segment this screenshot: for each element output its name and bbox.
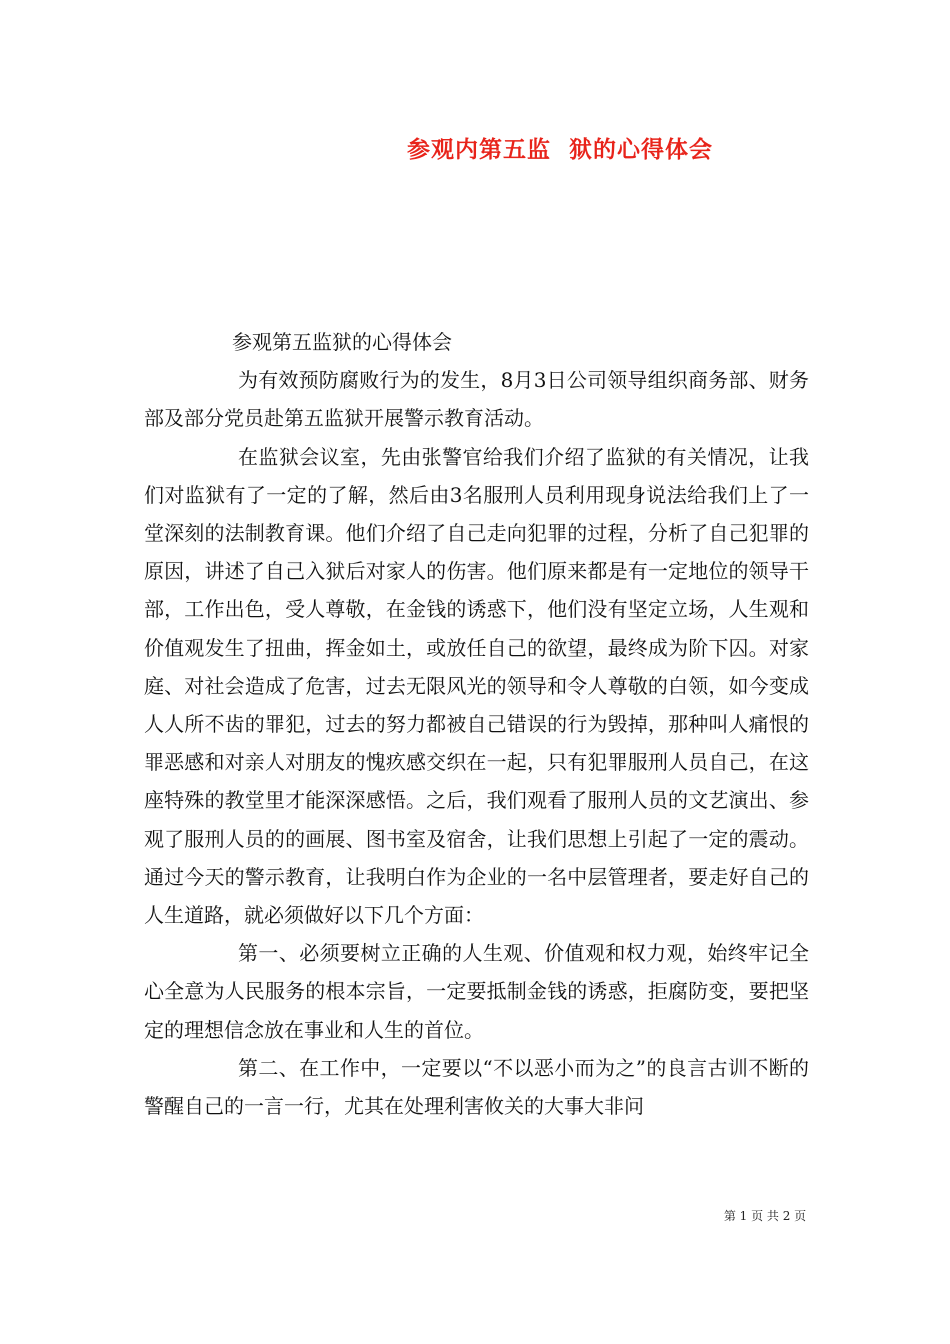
paragraph-3: 第一、必须要树立正确的人生观、价值观和权力观，始终牢记全心全意为人民服务的根本宗旨，一定要抵制金钱的诱惑，拒腐防变，要把坚定的理想信念放在事业和人生的首位。 [144, 941, 809, 1042]
paragraph-2: 在监狱会议室，先由张警官给我们介绍了监狱的有关情况，让我们对监狱有了一定的了解，然后由3名服刑人员利用现身说法给我们上了一堂深刻的法制教育课。他们介绍了自己走向犯罪的过程，分析了自己犯罪的原因，讲述了自己入狱后对家人的伤害。他们原来都是有一定地位的领导干部，工作出色，受人尊敬，在金钱的诱惑下，他们没有坚定立场，人生观和价值观发生了扭曲，挥金如土，或放任自己的欲望，最终成为阶下囚。对家庭、对社会造成了危害，过去无限风光的领导和令人尊敬的白领，如今变成人人所不齿的罪犯，过去的努力都被自己错误的行为毁掉，那种叫人痛恨的罪恶感和对亲人对朋友的愧疚感交织在一起，只有犯罪服刑人员自己，在这座特殊的教堂里才能深深感悟。之后，我们观看了服刑人员的文艺演出、参观了服刑人员的的画展、图书室及宿舍，让我们思想上引起了一定的震动。通过今天的警示教育，让我明白作为企业的一名中层管理者，要走好自己的人生道路，就必须做好以下几个方面： [144, 444, 809, 928]
paragraph-1: 为有效预防腐败行为的发生，8月3日公司领导组织商务部、财务部及部分党员赴第五监狱开展警示教育活动。 [144, 368, 809, 431]
page-footer: 第 1 页 共 2 页 [723, 1209, 807, 1223]
paragraph-4: 第二、在工作中，一定要以“不以恶小而为之”的良言古训不断的警醒自己的一言一行，尤其在处理利害攸关的大事大非问 [144, 1055, 809, 1119]
document-title: 参观内第五监 狱的心得体会 [406, 136, 713, 163]
document-subtitle: 参观第五监狱的心得体会 [232, 330, 452, 354]
document-body [144, 323, 809, 1125]
